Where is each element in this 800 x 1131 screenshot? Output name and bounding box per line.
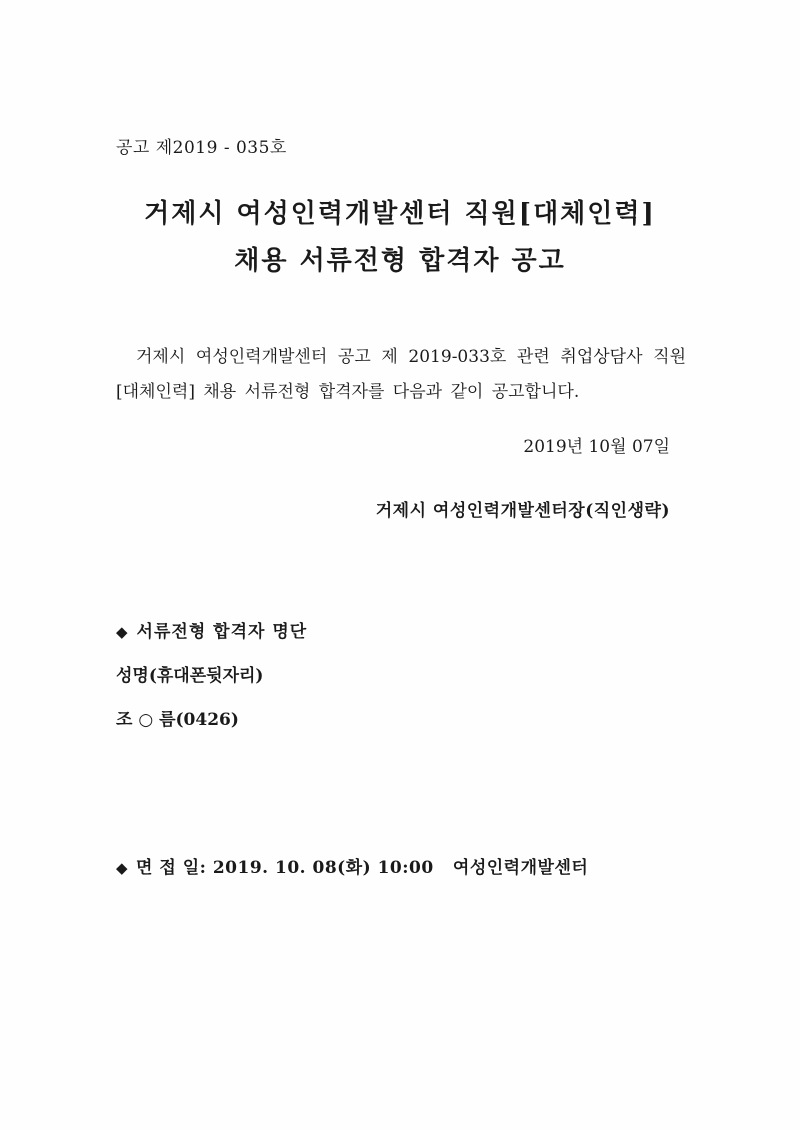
title-line-1: 거제시 여성인력개발센터 직원[대체인력] xyxy=(144,199,656,229)
notice-number: 공고 제2019 - 035호 xyxy=(116,138,287,158)
interview-schedule xyxy=(116,853,588,878)
issuer-signature: 거제시 여성인력개발센터장(직인생략) xyxy=(375,501,670,521)
notice-body xyxy=(116,340,686,410)
title-line-2: 채용 서류전형 합격자 공고 xyxy=(234,246,566,276)
diamond-bullet-icon: ◆ xyxy=(116,623,129,641)
notice-body-text: 거제시 여성인력개발센터 공고 제 2019-033호 관련 취업상담사 직원[대체인력] 채용 서류전형 합격자를 다음과 같이 공고합니다. xyxy=(116,347,686,402)
interview-schedule-text: 면 접 일: 2019. 10. 08(화) 10:00 여성인력개발센터 xyxy=(136,858,589,878)
notice-date: 2019년 10월 07일 xyxy=(523,437,670,457)
passers-section-heading xyxy=(116,617,307,642)
candidate-entry: 조 ○ 름(0426) xyxy=(116,710,239,730)
diamond-bullet-icon: ◆ xyxy=(116,859,129,877)
passers-heading-text: 서류전형 합격자 명단 xyxy=(136,622,308,642)
passers-column-header: 성명(휴대폰뒷자리) xyxy=(116,666,264,686)
